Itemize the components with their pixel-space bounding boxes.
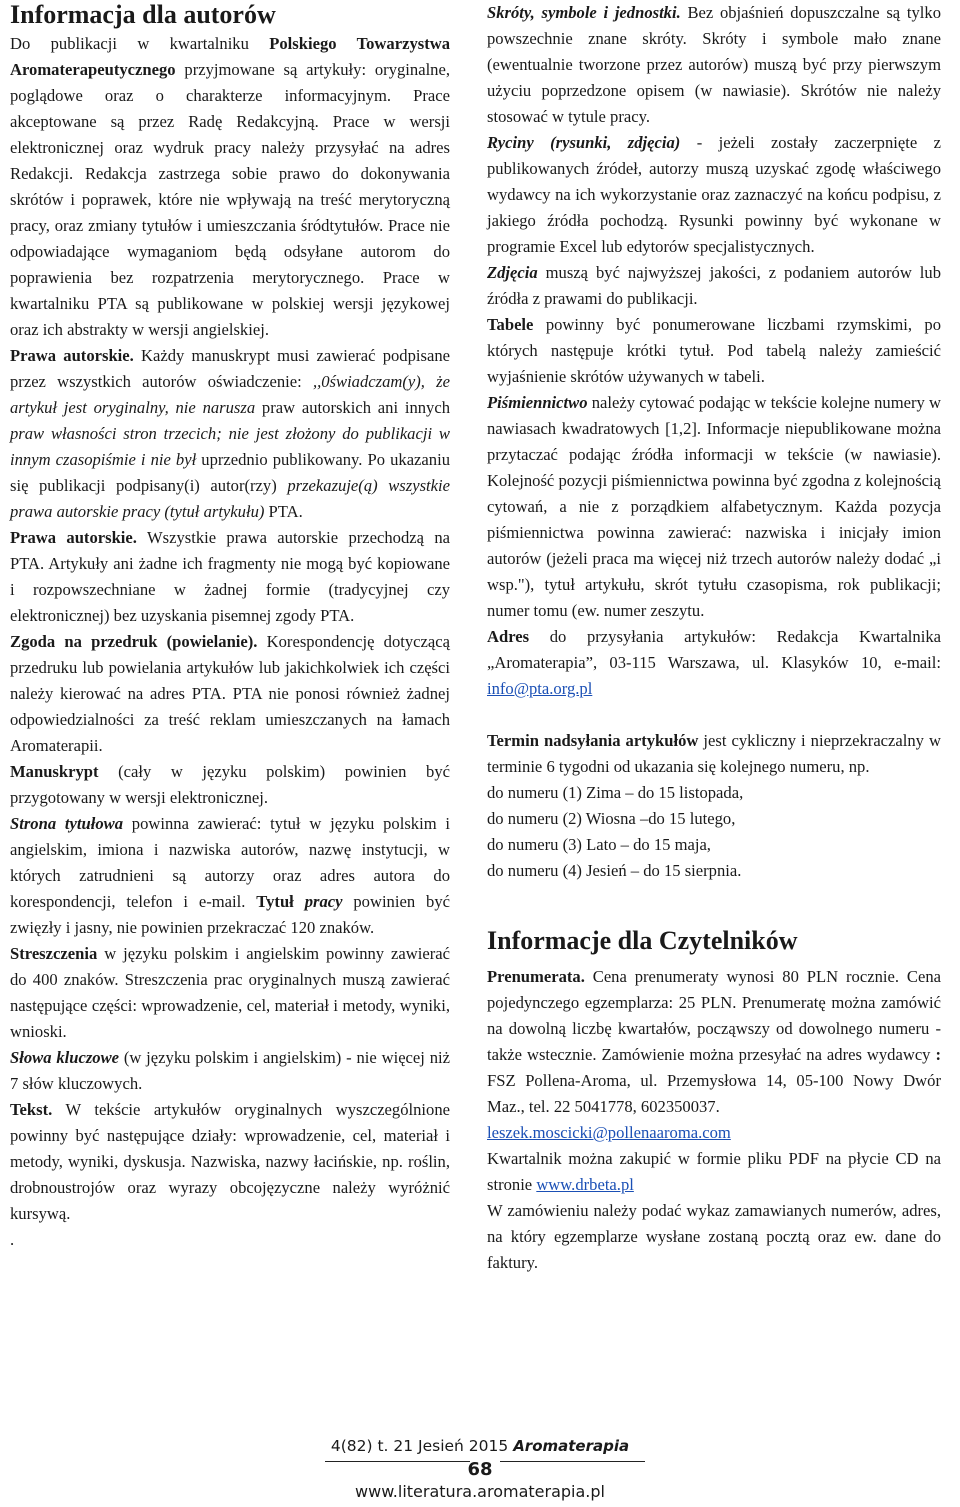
- abbreviations-heading: Skróty, symbole i jednostki.: [487, 3, 681, 22]
- keywords-heading: Słowa kluczowe: [10, 1048, 120, 1067]
- deadline-paragraph: [487, 728, 941, 780]
- text-paragraph: [10, 1097, 450, 1227]
- copyright-transfer-text: Wszystkie prawa autorskie przechodzą na PTA. Artykuły ani żadne ich fragmenty nie mogą być kopiowane i rozpowszechniane w żadnej formie (tradycyjnej czy elektronicznej) bez uzyskania pisemnej zgody PTA.: [10, 528, 450, 625]
- intro-paragraph: [10, 31, 450, 343]
- title-page-heading: Strona tytułowa: [10, 814, 124, 833]
- trailing-dot: .: [10, 1230, 15, 1249]
- abbreviations-paragraph: [487, 0, 941, 130]
- title-page-text: powinien być zwięzły i jasny, nie powinien przekraczać 120 znaków.: [10, 892, 450, 937]
- pdf-text: Kwartalnik można zakupić w formie pliku PDF na płycie CD na stronie: [487, 1149, 941, 1194]
- subscription-heading: Prenumerata.: [487, 967, 585, 986]
- literature-heading: Piśmiennictwo: [487, 393, 588, 412]
- copyright-text: Każdy manuskrypt musi zawierać podpisane przez wszystkich autorów oświadczenie:: [10, 346, 450, 391]
- deadline-item: do numeru (4) Jesień – do 15 sierpnia.: [487, 861, 742, 880]
- left-column: [10, 0, 450, 1253]
- copyright-text: PTA.: [264, 502, 303, 521]
- issue-label: 4(82) t. 21 Jesień 2015: [330, 1437, 509, 1455]
- abstracts-text: w języku polskim i angielskim powinny zawierać do 400 znaków. Streszczenia prac oryginalnych muszą zawierać następujące części: wprowadzenie, cel, materiał i metody, wyniki, wnioski.: [10, 944, 450, 1041]
- declaration-quote: praw własności stron trzecich; nie jest złożony do publikacji w innym czasopiśmie i nie był: [10, 424, 450, 469]
- title-heading: Tytuł: [256, 892, 294, 911]
- subscription-text: Cena prenumeraty wynosi 80 PLN rocznie. Cena pojedynczego egzemplarza: 25 PLN. Prenumeratę można zamówić na dowolną liczbę kwartałów, począwszy od dowolnego numeru - także wstecznie. Zamówienie można przesyłać na adres wydawcy: [487, 967, 941, 1064]
- footer-issue-line: [0, 1436, 960, 1456]
- website-url[interactable]: www.literatura.aromaterapia.pl: [355, 1482, 605, 1501]
- photos-heading: Zdjęcia: [487, 263, 538, 282]
- reprint-text: Korespondencję dotyczącą przedruku lub powielania artykułów lub jakichkolwiek ich części należy kierować na adres PTA. PTA nie ponosi również żadnej odpowiedzialności za treść reklam umieszczanych na łamach Aromaterapii.: [10, 632, 450, 755]
- copyright-declaration-paragraph: [10, 343, 450, 525]
- address-text: do przysyłania artykułów: Redakcja Kwartalnika „Aromaterapia”, 03-115 Warszawa, ul. Klasyków 10, e-mail:: [487, 627, 941, 672]
- reprint-heading: Zgoda na przedruk (powielanie).: [10, 632, 258, 651]
- figures-paragraph: [487, 130, 941, 260]
- title-heading-italic: pracy: [304, 892, 343, 911]
- subscription-text: FSZ Pollena-Aroma, ul. Przemysłowa 14, 05-100 Nowy Dwór Maz., tel. 22 5041778, 602350037.: [487, 1071, 941, 1116]
- keywords-paragraph: [10, 1045, 450, 1097]
- address-paragraph: [487, 624, 941, 702]
- manuscript-heading: Manuskrypt: [10, 762, 99, 781]
- literature-paragraph: [487, 390, 941, 624]
- spacer: [487, 702, 941, 728]
- figures-text: - jeżeli zostały zaczerpnięte z publikowanych źródeł, autorzy muszą uzyskać zgodę właściwego wydawcy na ich wykorzystanie oraz zaznaczyć na końcu podpisu, z jakiego źródła pochodzą. Rysunki powinny być wykonane w programie Excel lub edytorów specjalistycznych.: [487, 133, 941, 256]
- tables-heading: Tabele: [487, 315, 534, 334]
- deadline-text: jest cykliczny i nieprzekraczalny w terminie 6 tygodni od ukazania się kolejnego numeru, np.: [487, 731, 941, 776]
- tables-text: powinny być ponumerowane liczbami rzymskimi, po których następuje krótki tytuł. Pod tabelą należy zamieścić wyjaśnienie skrótów używanych w tabeli.: [487, 315, 941, 386]
- readers-info-title: Informacje dla Czytelników: [487, 926, 798, 955]
- authors-info-title: Informacja dla autorów: [10, 0, 276, 29]
- declaration-quote: przekazuje(ą) wszystkie prawa autorskie pracy (tytuł artykułu): [10, 476, 450, 521]
- text-body: W tekście artykułów oryginalnych wyszczególnione powinny być następujące działy: wprowadzenie, cel, materiał i metody, wyniki, dyskusja. Nazwiska, nazwy łacińskie, np. roślin, drobnoustrojów oraz wyrazy obcojęzyczne należy wyróżnić kursywą.: [10, 1100, 450, 1223]
- subscription-email-line: [487, 1120, 941, 1146]
- manuscript-text: (cały w języku polskim) powinien być przygotowany w wersji elektronicznej.: [10, 762, 450, 807]
- deadline-item: do numeru (1) Zima – do 15 listopada,: [487, 783, 744, 802]
- abstracts-heading: Streszczenia: [10, 944, 98, 963]
- deadline-item: do numeru (3) Lato – do 15 maja,: [487, 835, 711, 854]
- copyright-text: uprzednio publikowany. Po ukazaniu się publikacji podpisany(i) autor(rzy): [10, 450, 450, 495]
- title-page-text: [294, 892, 305, 911]
- aromaterapia-logo: Aromaterapia: [513, 1437, 630, 1455]
- copyright-heading: Prawa autorskie.: [10, 528, 137, 547]
- subscription-colon: :: [935, 1045, 941, 1064]
- copyright-transfer-paragraph: [10, 525, 450, 629]
- order-paragraph: W zamówieniu należy podać wykaz zamawianych numerów, adres, na który egzemplarze wysłane zostaną pocztą oraz ew. dane do faktury.: [487, 1201, 941, 1272]
- title-page-text: powinna zawierać: tytuł w języku polskim i angielskim, imiona i nazwiska autorów, nazwę instytucji, w których zatrudnieni są autorzy oraz adres autora do korespondencji, telefon i e-mail.: [10, 814, 451, 911]
- page-number: 68: [467, 1459, 493, 1480]
- editorial-email-link[interactable]: info@pta.org.pl: [487, 679, 593, 698]
- address-heading: Adres: [487, 627, 530, 646]
- deadline-item: do numeru (2) Wiosna –do 15 lutego,: [487, 809, 736, 828]
- photos-text: muszą być najwyższej jakości, z podaniem autorów lub źródła z prawami do publikacji.: [487, 263, 941, 308]
- figures-heading: Ryciny (rysunki, zdjęcia): [487, 133, 681, 152]
- title-page-paragraph: [10, 811, 450, 941]
- society-name: Polskiego Towarzystwa Aromaterapeutycznego: [10, 34, 451, 79]
- abstracts-paragraph: [10, 941, 450, 1045]
- copyright-heading: Prawa autorskie.: [10, 346, 134, 365]
- intro-text-rest: przyjmowane są artykuły: oryginalne, poglądowe oraz o charakterze informacyjnym. Prace akceptowane są przez Radę Redakcyjną. Prace w wersji elektronicznej oraz wydruk pracy należy przysyłać na adres Redakcji. Redakcja zastrzega sobie prawo do dokonywania skrótów i poprawek, które nie wpływają na treść merytoryczną pracy, oraz zmiany tytułów i umieszczania śródtytułów. Prace nie odpowiadające wymaganiom będą odsyłane autorom do poprawienia bez rozpatrzenia merytorycznego. Prace w kwartalniku PTA są publikowane w polskiej wersji językowej oraz ich abstrakty w wersji angielskiej.: [10, 60, 450, 339]
- pdf-paragraph: [487, 1146, 941, 1198]
- abbreviations-text: Bez objaśnień dopuszczalne są tylko powszechnie znane skróty. Skróty i symbole mało znane (ewentualnie tworzone przez autorów) muszą być przy pierwszym użyciu poprzedzone opisem (w nawiasie). Skrótów nie należy stosować w tytule pracy.: [487, 3, 941, 126]
- photos-paragraph: [487, 260, 941, 312]
- tables-paragraph: [487, 312, 941, 390]
- manuscript-paragraph: [10, 759, 450, 811]
- right-column: [487, 0, 941, 1276]
- copyright-text: praw autorskich ani innych: [255, 398, 450, 417]
- literature-text: należy cytować podając w tekście kolejne numery w nawiasach kwadratowych [1,2]. Informacje niepublikowane można przytaczać podając źródła informacji w tekście (w nawiasie). Kolejność pozycji piśmiennictwa powinna być zgodna z kolejnością cytowań, a nie z porządkiem alfabetycznym. Każda pozycja piśmiennictwa powinna zawierać: nazwiska i inicjały imion autorów (jeżeli praca ma więcej niż trzech autorów należy dodać „i wsp."), tytuł artykułu, skrót tytułu czasopisma, rok publikacji; numer tomu (ew. numer zeszytu.: [487, 393, 941, 620]
- keywords-text: (w języku polskim i angielskim) - nie więcej niż 7 słów kluczowych.: [10, 1048, 450, 1093]
- intro-text: Do publikacji w kwartalniku: [10, 34, 270, 53]
- subscription-email-link[interactable]: leszek.moscicki@pollenaaroma.com: [487, 1123, 731, 1142]
- text-heading: Tekst.: [10, 1100, 53, 1119]
- drbeta-link[interactable]: www.drbeta.pl: [536, 1175, 634, 1194]
- deadline-heading: Termin nadsyłania artykułów: [487, 731, 699, 750]
- declaration-quote: ,,0świadczam(y), że artykuł jest oryginalny, nie narusza: [10, 372, 450, 417]
- reprint-paragraph: [10, 629, 450, 759]
- subscription-paragraph: [487, 964, 941, 1120]
